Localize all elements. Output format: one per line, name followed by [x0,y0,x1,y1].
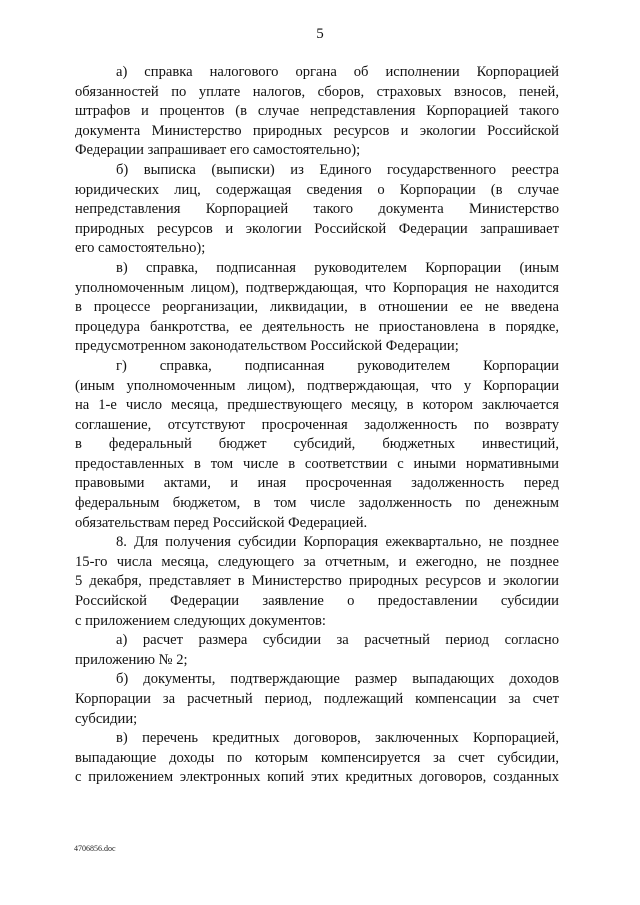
text-line: соглашение, отсутствуют просроченная задолженность по возврату [75,416,559,433]
paragraph-a-tax-certificate [75,63,559,161]
paragraph-8-subsidy-application [75,533,559,631]
text-line: документа Министерство природных ресурсов и экологии Российской [75,122,559,139]
text-line: приложению № 2; [75,651,188,668]
file-name-footer: 4706856.doc [74,844,116,853]
text-line: федеральным бюджетом, в том числе задолженность по денежным [75,495,559,512]
text-line: 8. Для получения субсидии Корпорация ежеквартально, не позднее [116,534,559,551]
text-line: юридических лиц, содержащая сведения о Корпорации (в случае [75,181,559,198]
text-line: обязательствам перед Российской Федерацией. [75,514,368,531]
text-line: правовыми актами, и иная просроченная задолженность перед [75,475,559,492]
document-body [75,63,559,788]
text-line: в процессе реорганизации, ликвидации, в отношении ее не введена [75,299,559,316]
text-line: а) расчет размера субсидии за расчетный период согласно [116,632,559,649]
text-line: с приложением электронных копий этих кредитных договоров, созданных [75,769,559,786]
text-line: субсидии; [75,710,138,727]
text-line: в федеральный бюджет субсидий, бюджетных инвестиций, [75,436,559,453]
text-line: природных ресурсов и экологии Российской Федерации запрашивает [75,220,559,237]
paragraph-v-loan-agreements-list [75,729,559,788]
text-line: с приложением следующих документов: [75,612,326,629]
text-line: г) справка, подписанная руководителем Корпорации [116,357,559,374]
text-line: выпадающие доходы по которым компенсируется за счет субсидии, [75,749,559,766]
paragraph-b-income-documents [75,670,559,729]
text-line: предусмотренном законодательством Российской Федерации; [75,338,459,355]
text-line: Федерации запрашивает его самостоятельно); [75,142,361,159]
text-line: б) выписка (выписки) из Единого государственного реестра [116,161,559,178]
text-line: предоставленных в том числе в соответствии с иными нормативными [75,455,559,472]
text-line: штрафов и процентов (в случае непредставления Корпорацией такого [75,103,559,120]
paragraph-g-debt-certificate [75,357,559,533]
text-line: в) справка, подписанная руководителем Корпорации (иным [116,259,559,276]
text-line: уполномоченным лицом), подтверждающая, что Корпорация не находится [75,279,559,296]
page-number: 5 [316,26,324,42]
text-line: на 1-е число месяца, предшествующего месяцу, в котором заключается [75,397,559,414]
text-line: (иным уполномоченным лицом), подтверждающая, что у Корпорации [75,377,559,394]
paragraph-a-subsidy-calculation [75,631,559,670]
text-line: в) перечень кредитных договоров, заключенных Корпорацией, [116,730,559,747]
text-line: 5 декабря, представляет в Министерство природных ресурсов и экологии [75,573,559,590]
text-line: б) документы, подтверждающие размер выпадающих доходов [116,671,559,688]
paragraph-b-register-extract [75,161,559,259]
text-line: непредставления Корпорацией такого документа Министерство [75,201,559,218]
paragraph-v-reorganization-certificate [75,259,559,357]
text-line: Корпорации за расчетный период, подлежащий компенсации за счет [75,691,559,707]
text-line: процедура банкротства, ее деятельность не приостановлена в порядке, [75,318,559,335]
text-line: его самостоятельно); [75,240,206,257]
text-line: а) справка налогового органа об исполнении Корпорацией [116,64,559,80]
text-line: Российской Федерации заявление о предоставлении субсидии [75,593,559,610]
text-line: обязанностей по уплате налогов, сборов, страховых взносов, пеней, [75,83,559,100]
text-line: 15-го числа месяца, следующего за отчетным, и ежегодно, не позднее [75,553,559,570]
